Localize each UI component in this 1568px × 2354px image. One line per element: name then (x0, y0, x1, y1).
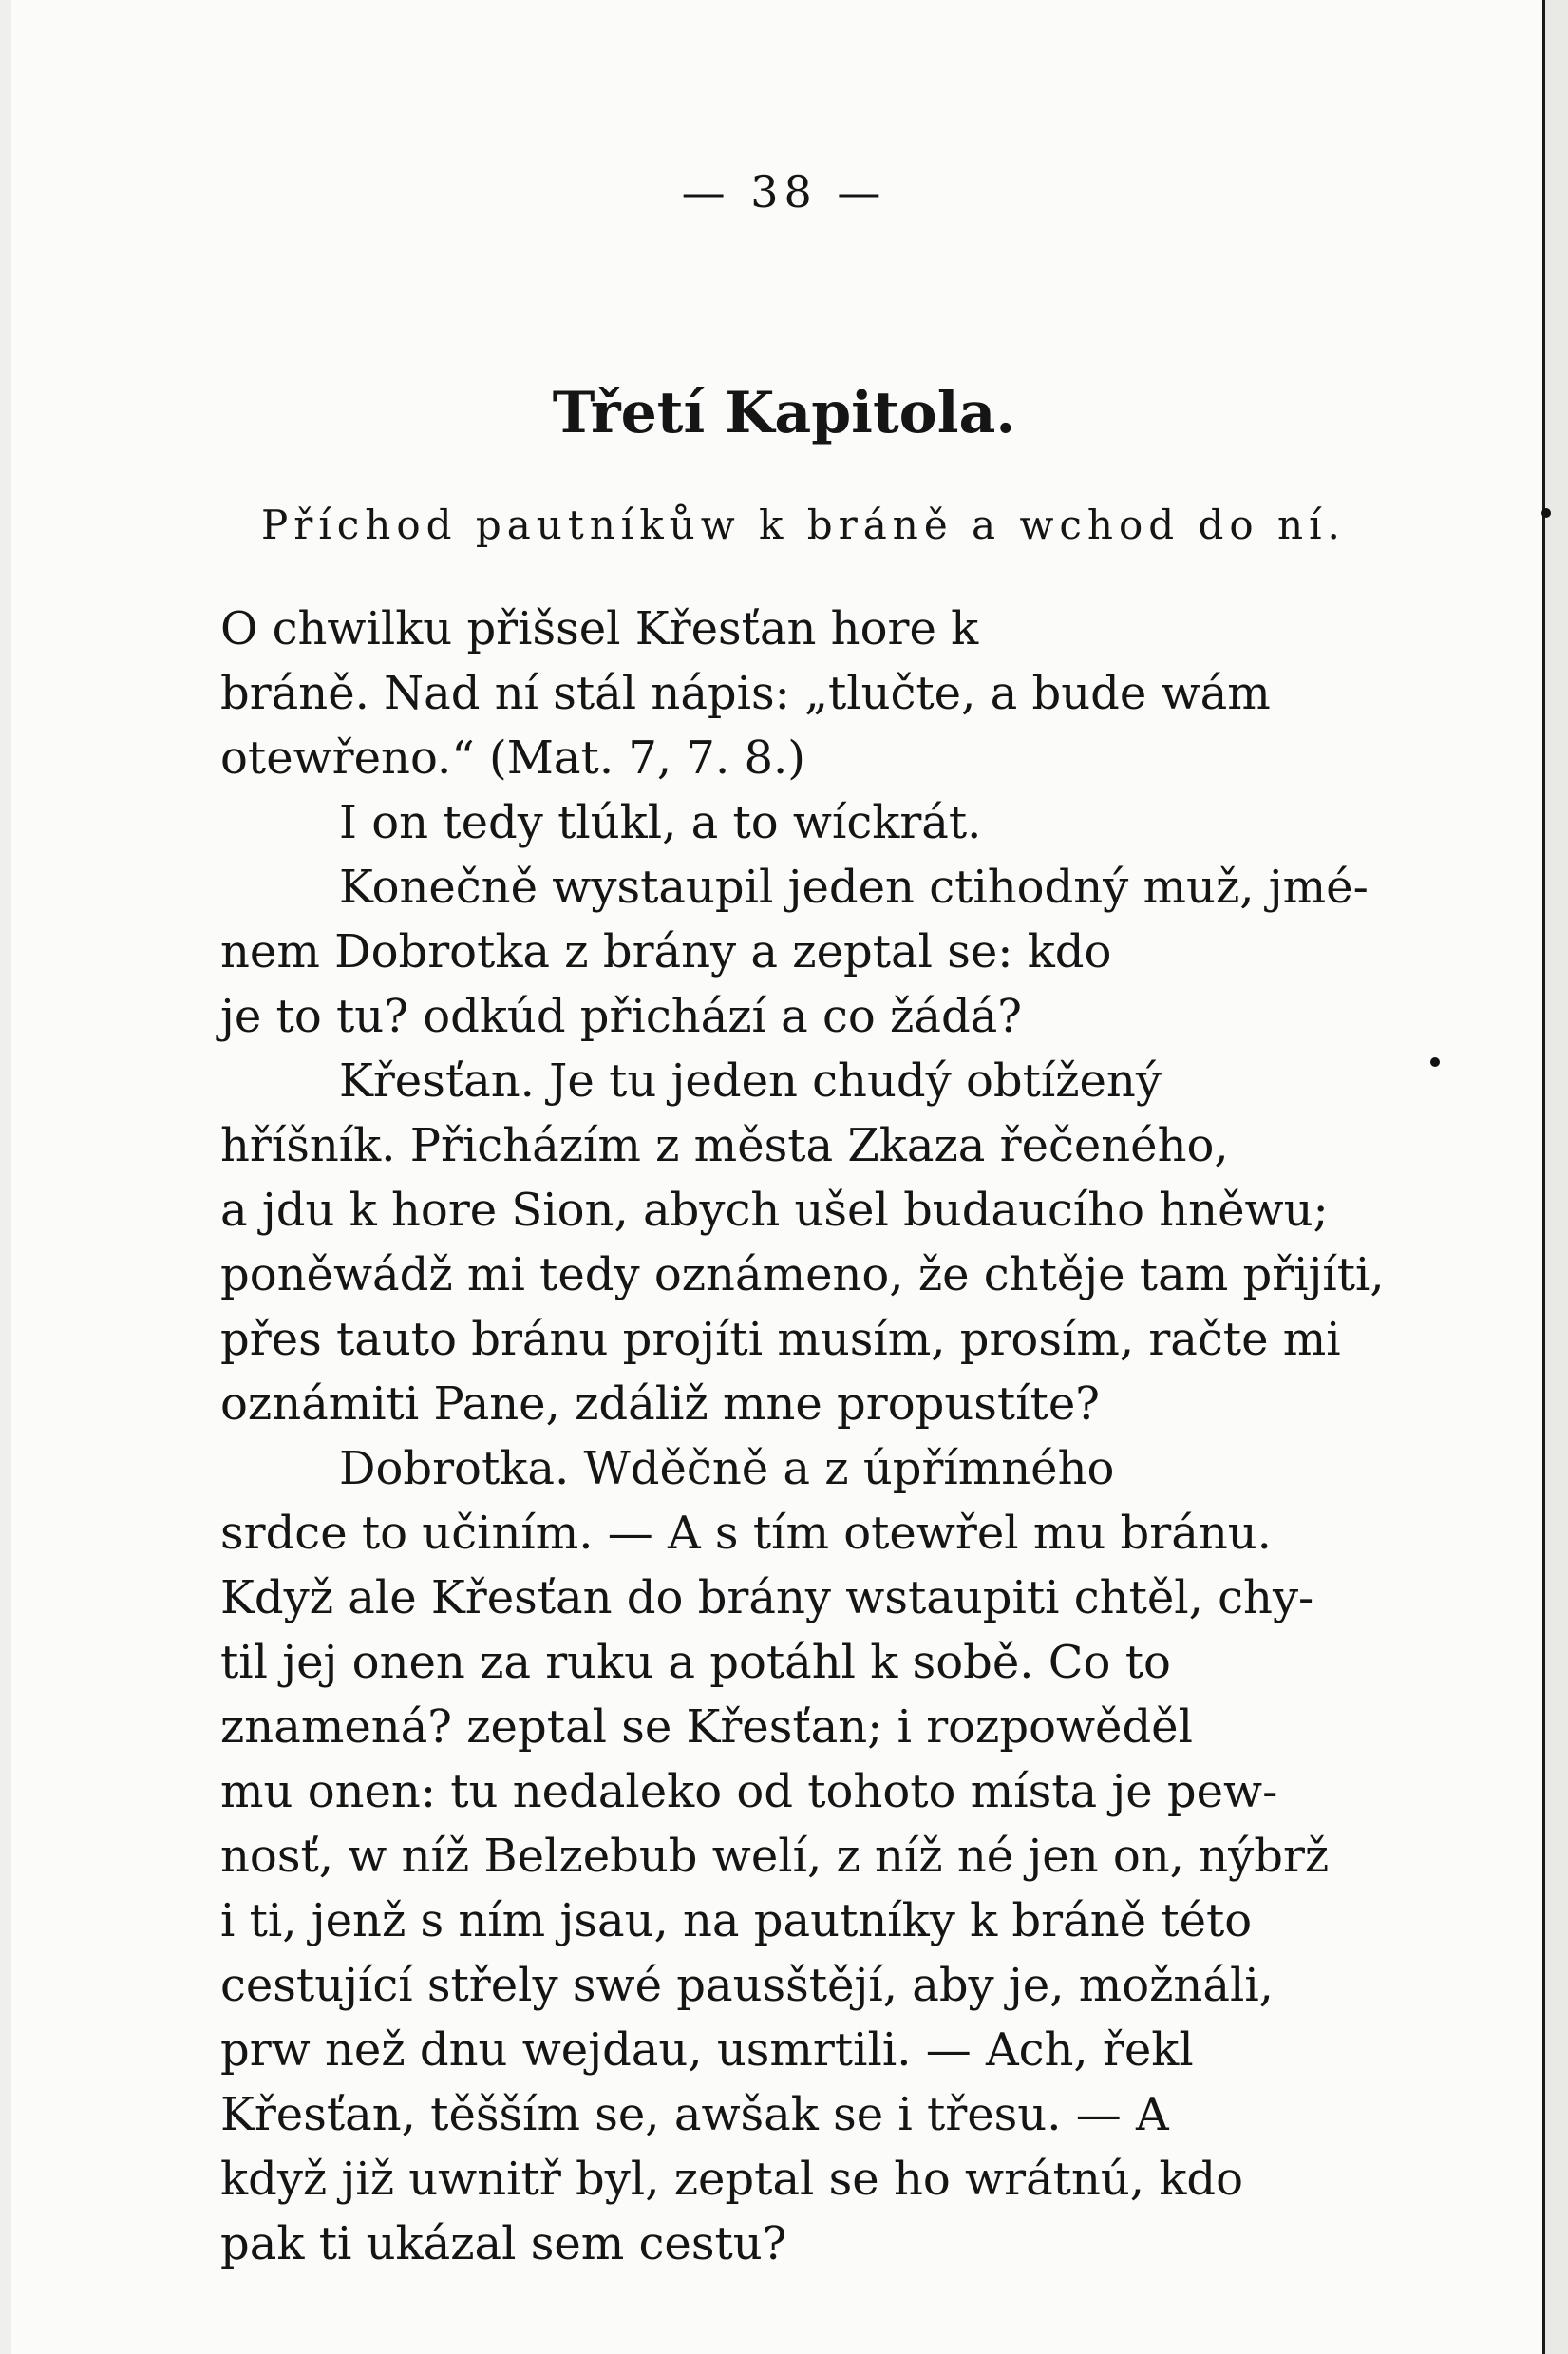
text-line: i ti, jenž s ním jsau, na pautníky k bráně této (220, 1894, 1253, 1947)
text-line: til jej onen za ruku a potáhl k sobě. Co to (220, 1636, 1171, 1689)
page-left-edge (0, 0, 11, 2354)
text-line: Konečně wystaupil jeden ctihodný muž, jmé- (339, 861, 1369, 914)
text-line: I on tedy tlúkl, a to wíckrát. (339, 796, 982, 849)
text-line: nosť, w níž Belzebub welí, z níž né jen on, nýbrž (220, 1830, 1330, 1883)
chapter-subtitle: Příchod pautníkůw k bráně a wchod do ní. (261, 502, 1346, 548)
text-line: a jdu k hore Sion, abych ušel budaucího hněwu; (220, 1184, 1329, 1237)
text-line: pak ti ukázal sem cestu? (220, 2217, 787, 2270)
text-line: O chwilku přišsel Křesťan hore k (220, 602, 979, 655)
text-line: otewřeno.“ (Mat. 7, 7. 8.) (220, 731, 805, 785)
text-line: Křesťan. Je tu jeden chudý obtížený (339, 1054, 1162, 1108)
text-line: přes tauto bránu projíti musím, prosím, račte mi (220, 1313, 1341, 1366)
text-line: když již uwnitř byl, zeptal se ho wrátnú, kdo (220, 2153, 1244, 2206)
text-line: srdce to učiním. — A s tím otewřel mu bránu. (220, 1507, 1272, 1560)
text-line: mu onen: tu nedaleko od tohoto místa je pew- (220, 1765, 1278, 1818)
chapter-title: Třetí Kapitola. (552, 380, 1016, 446)
text-line: je to tu? odkúd přichází a co žádá? (220, 990, 1023, 1043)
text-line: hříšník. Přicházím z města Zkaza řečeného, (220, 1119, 1229, 1172)
text-line: bráně. Nad ní stál nápis: „tlučte, a bude wám (220, 667, 1271, 720)
text-line: poněwádž mi tedy oznámeno, že chtěje tam přijíti, (220, 1248, 1385, 1301)
text-line: Když ale Křesťan do brány wstaupiti chtěl, chy- (220, 1571, 1314, 1624)
text-line: Dobrotka. Wděčně a z úpřímného (339, 1442, 1115, 1495)
chapter-text (220, 597, 1385, 2276)
page-number: — 38 — (681, 166, 887, 218)
margin-dot (1541, 508, 1551, 518)
margin-dot (1430, 1057, 1440, 1067)
text-line: znamená? zeptal se Křesťan; i rozpowěděl (220, 1700, 1193, 1754)
text-line: prw než dnu wejdau, usmrtili. — Ach, řekl (220, 2023, 1194, 2077)
text-line: nem Dobrotka z brány a zeptal se: kdo (220, 925, 1112, 978)
text-line: Křesťan, těšším se, awšak se i třesu. — A (220, 2088, 1169, 2141)
text-line: oznámiti Pane, zdáliž mne propustíte? (220, 1377, 1100, 1431)
text-line: cestující střely swé pausštějí, aby je, možnáli, (220, 1959, 1274, 2012)
page-right-edge (1542, 0, 1568, 2354)
